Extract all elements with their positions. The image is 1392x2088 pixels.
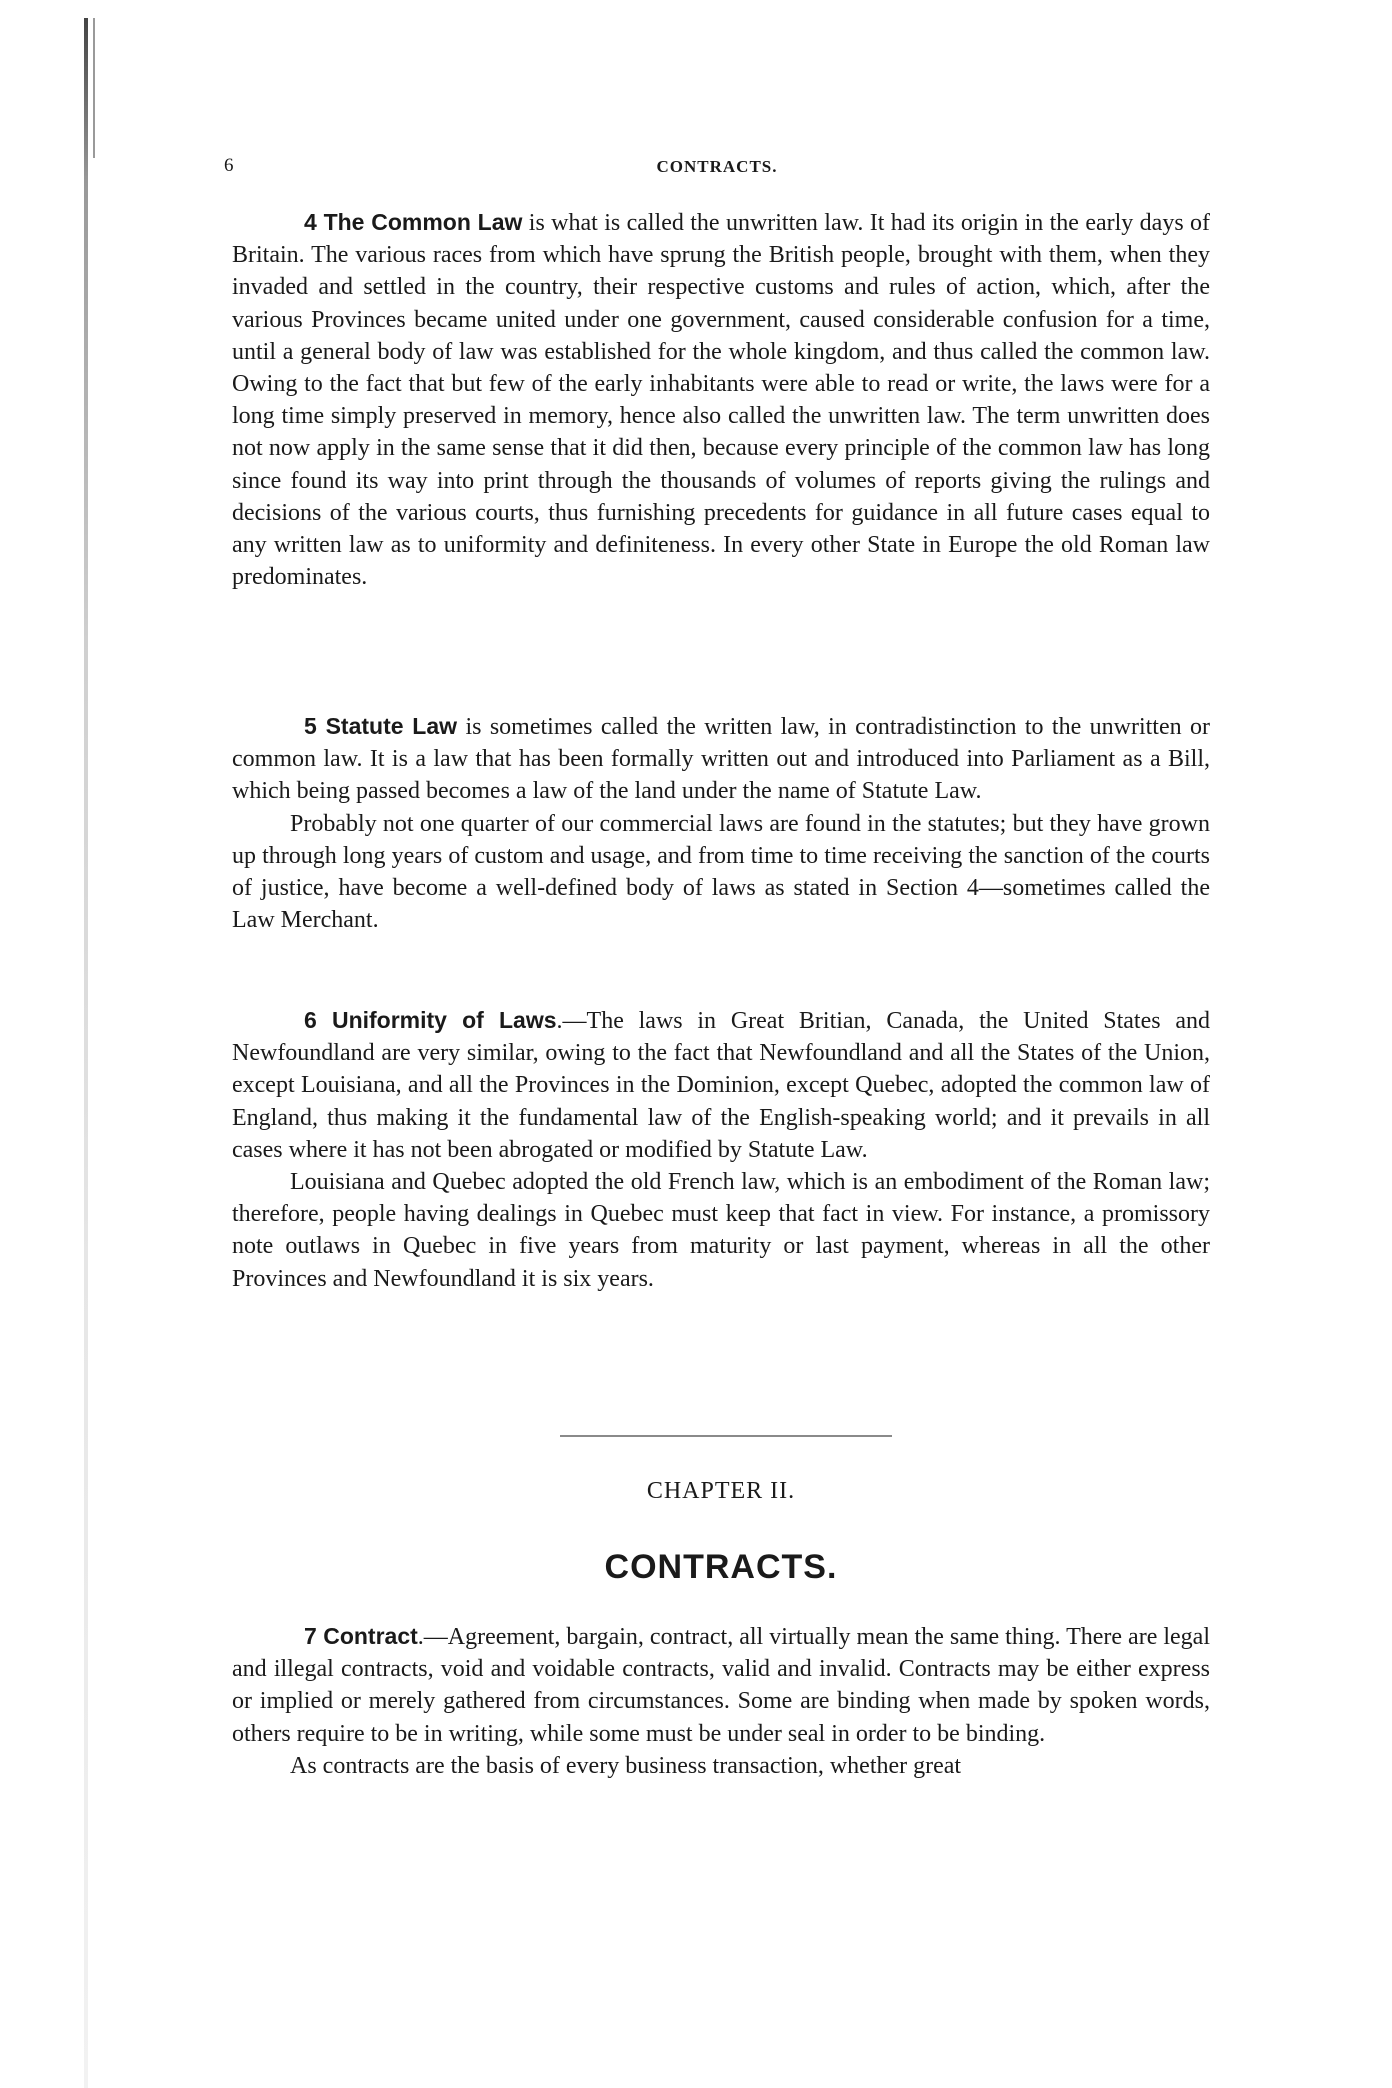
section-text: .—The laws in Great Britian, Canada, the United States and Newfoundland are very similar, owing to the fact that Newfoundland and all the States of the Union, except Louisiana, and all the Provinces in the Dominion, except Quebec, adopted the common law of England, thus making it the fundamental law of the English-speaking world; and it prevails in all cases where it has not been abrogated or modified by Statute Law. bbox=[232, 1008, 1211, 1163]
page-edge-mark bbox=[93, 18, 95, 158]
chapter-heading: CHAPTER II. bbox=[646, 1478, 796, 1504]
section-7-paragraph-1 bbox=[232, 1620, 1210, 1750]
section-text: is what is called the unwritten law. It had its origin in the early days of Britain. The various races from which have sprung the British people, brought with them, when they invaded and settled in the country, their respective customs and rules of action, which, after the various Provinces became united under one government, caused considerable confusion for a time, until a general body of law was established for the whole kingdom, and thus called the common law. Owing to the fact that but few of the early inhabitants were able to read or write, the laws were for a long time simply preserved in memory, hence also called the unwritten law. The term unwritten does not now apply in the same sense that it did then, because every principle of the common law has long since found its way into print through the thousands of volumes of reports giving the rulings and decisions of the various courts, thus furnishing precedents for guidance in all future cases equal to any written law as to uniformity and definiteness. In every other State in Europe the old Roman law predominates. bbox=[232, 210, 1211, 591]
section-5-paragraph-2: Probably not one quarter of our commercial laws are found in the statutes; but they have grown up through long years of custom and usage, and from time to time receiving the sanction of the courts of justice, have become a well-defined body of laws as stated in Section 4—sometimes called the Law Merchant. bbox=[232, 810, 1210, 934]
section-6-paragraph-1 bbox=[232, 1004, 1210, 1166]
section-4 bbox=[232, 206, 1210, 593]
section-title: The Common Law bbox=[323, 209, 523, 235]
section-number: 6 bbox=[304, 1007, 317, 1033]
running-title: CONTRACTS. bbox=[656, 157, 778, 176]
chapter-divider bbox=[560, 1435, 892, 1437]
section-5-paragraph-1 bbox=[232, 710, 1210, 808]
section-number: 5 bbox=[304, 713, 317, 739]
chapter-title: CONTRACTS. bbox=[604, 1548, 838, 1586]
section-title: Uniformity of Laws bbox=[331, 1007, 557, 1033]
section-number: 4 bbox=[304, 209, 317, 235]
running-head bbox=[224, 155, 1210, 185]
section-text: is sometimes called the written law, in contradistinction to the unwritten or common law. It is a law that has been formally written out and introduced into Parliament as a Bill, which being passed becomes a law of the land under the name of Statute Law. bbox=[232, 714, 1210, 805]
section-6-paragraph-2: Louisiana and Quebec adopted the old French law, which is an embodiment of the Roman law; therefore, people having dealings in Quebec must keep that fact in view. For instance, a promissory note outlaws in Quebec in five years from maturity or last payment, whereas in all the other Provinces and Newfoundland it is six years. bbox=[232, 1169, 1210, 1292]
section-7 bbox=[232, 1620, 1210, 1782]
section-6 bbox=[232, 1004, 1210, 1295]
section-7-paragraph-2: As contracts are the basis of every business transaction, whether great bbox=[290, 1752, 962, 1779]
section-text: .—Agreement, bargain, contract, all virtually mean the same thing. There are legal and illegal contracts, void and voidable contracts, valid and invalid. Contracts may be either express or implied or merely gathered from circumstances. Some are binding when made by spoken words, others require to be in writing, while some must be under seal in order to be binding. bbox=[232, 1624, 1211, 1747]
section-5 bbox=[232, 710, 1210, 936]
page-number: 6 bbox=[224, 155, 234, 176]
section-number: 7 bbox=[304, 1623, 317, 1649]
page-edge-shadow bbox=[84, 18, 88, 2088]
section-title: Statute Law bbox=[325, 713, 458, 739]
section-title: Contract bbox=[323, 1623, 418, 1649]
section-4-paragraph-1 bbox=[232, 206, 1210, 593]
